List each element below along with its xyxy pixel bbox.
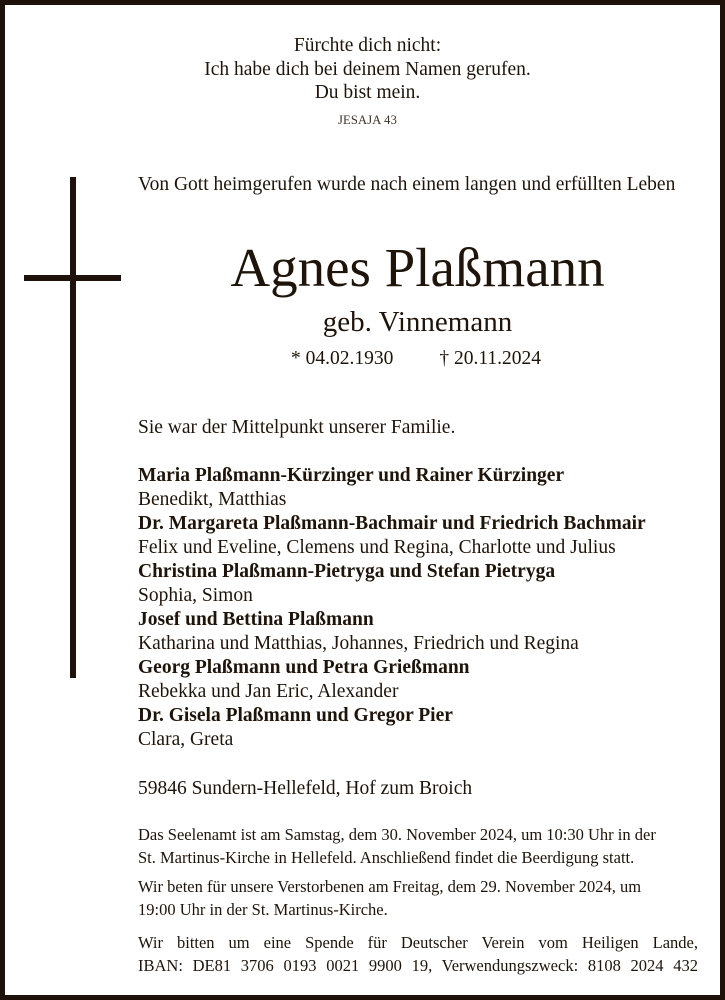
family-head: Christina Plaßmann-Pietryga und Stefan Pietryga (138, 561, 556, 582)
verse-line: Du bist mein. (314, 82, 421, 103)
family-head: Dr. Margareta Plaßmann-Bachmair und Friedrich Bachmair (138, 513, 646, 534)
notice-line: 19:00 Uhr in der St. Martinus-Kirche. (138, 900, 388, 919)
notice-line: Das Seelenamt ist am Samstag, dem 30. November 2024, um 10:30 Uhr in der (138, 825, 656, 844)
life-dates (291, 348, 541, 370)
cross-icon-crossbar (24, 275, 121, 281)
verse-source: JESAJA 43 (337, 113, 398, 127)
family-address: 59846 Sundern-Hellefeld, Hof zum Broich (138, 778, 473, 799)
donation-notice (138, 931, 698, 977)
donation-iban-line: IBAN: DE81 3706 0193 0021 9900 19, Verwendungszweck: 8108 2024 432 (138, 956, 698, 975)
family-head: Maria Plaßmann-Kürzinger und Rainer Kürzinger (138, 465, 565, 486)
verse-line: Fürchte dich nicht: (293, 35, 442, 56)
motto-text: Sie war der Mittelpunkt unserer Familie. (138, 417, 456, 438)
death-date: † 20.11.2024 (439, 348, 542, 369)
family-children: Rebekka und Jan Eric, Alexander (138, 681, 399, 702)
deceased-name: Agnes Plaßmann (230, 237, 605, 298)
notice-line: Wir beten für unsere Verstorbenen am Freitag, dem 29. November 2024, um (138, 877, 642, 896)
family-head: Josef und Bettina Plaßmann (138, 609, 374, 630)
verse-line: Ich habe dich bei deinem Namen gerufen. (204, 58, 531, 80)
bible-verse (5, 34, 725, 105)
notice-line: Wir bitten um eine Spende für Deutscher Verein vom Heiligen Lande, (138, 933, 698, 952)
prayer-notice (138, 875, 698, 921)
family-children: Benedikt, Matthias (138, 489, 287, 510)
notice-line: St. Martinus-Kirche in Hellefeld. Anschließend findet die Beerdigung statt. (138, 848, 635, 867)
family-children: Clara, Greta (138, 729, 234, 750)
family-children: Katharina und Matthias, Johannes, Friedrich und Regina (138, 633, 579, 654)
family-children: Felix und Eveline, Clemens und Regina, Charlotte und Julius (138, 537, 616, 558)
family-head: Georg Plaßmann und Petra Grießmann (138, 657, 470, 678)
family-children: Sophia, Simon (138, 585, 253, 606)
family-list (138, 464, 646, 752)
birth-date: * 04.02.1930 (291, 348, 394, 369)
maiden-name: geb. Vinnemann (322, 306, 513, 338)
cross-icon (70, 177, 76, 678)
intro-text: Von Gott heimgerufen wurde nach einem langen und erfüllten Leben (138, 174, 676, 195)
family-head: Dr. Gisela Plaßmann und Gregor Pier (138, 705, 453, 726)
requiem-notice (138, 823, 698, 869)
